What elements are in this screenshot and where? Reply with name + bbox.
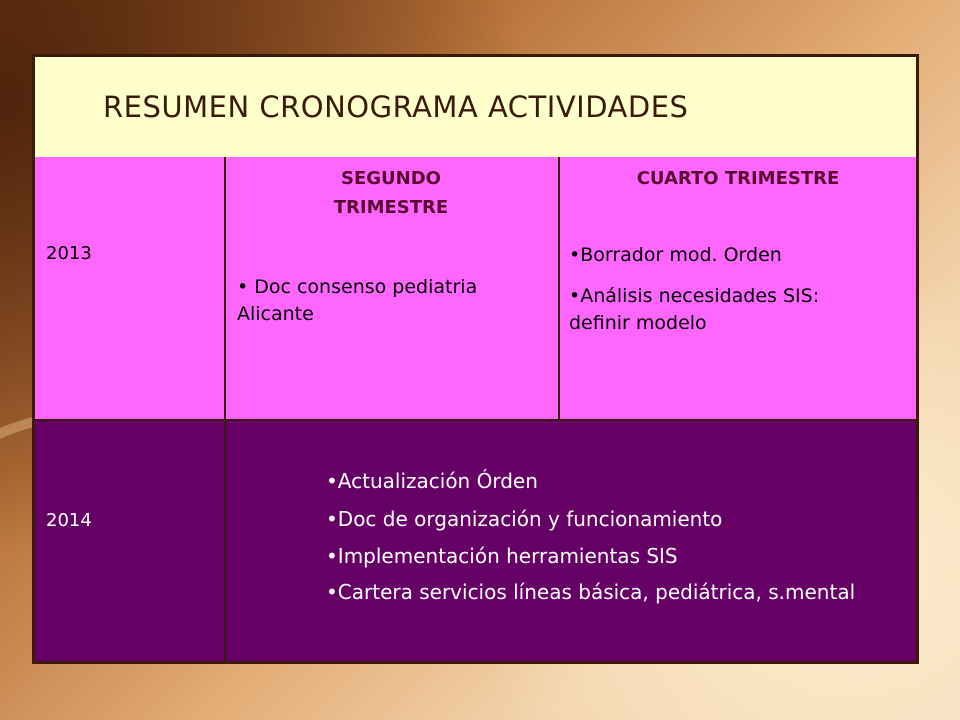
activity-item: •Análisis necesidades SIS: definir modelo xyxy=(569,285,820,334)
activity-item: •Implementación herramientas SIS xyxy=(326,544,678,568)
slide-title: RESUMEN CRONOGRAMA ACTIVIDADES xyxy=(103,90,689,124)
quarter-cell-cuarto xyxy=(560,157,916,419)
year-label: 2013 xyxy=(46,243,92,264)
activity-item: •Borrador mod. Orden xyxy=(569,244,782,266)
activity-item: •Doc de organización y funcionamiento xyxy=(326,507,723,531)
activity-item: •Cartera servicios líneas básica, pediátrica, s.mental xyxy=(326,580,856,604)
year-cell-2013 xyxy=(35,157,224,419)
year-cell-2014 xyxy=(35,421,224,661)
schedule-grid xyxy=(35,157,916,661)
year-label: 2014 xyxy=(46,510,92,531)
activity-item: •Actualización Órden xyxy=(326,469,538,493)
quarter-heading: SEGUNDO TRIMESTRE xyxy=(333,168,449,218)
quarter-heading: CUARTO TRIMESTRE xyxy=(636,168,840,189)
activities-cell-2014 xyxy=(226,421,916,661)
activity-item: • Doc consenso pediatria Alicante xyxy=(237,276,478,325)
schedule-table xyxy=(32,54,919,664)
title-banner xyxy=(35,57,916,157)
quarter-cell-segundo xyxy=(226,157,558,419)
